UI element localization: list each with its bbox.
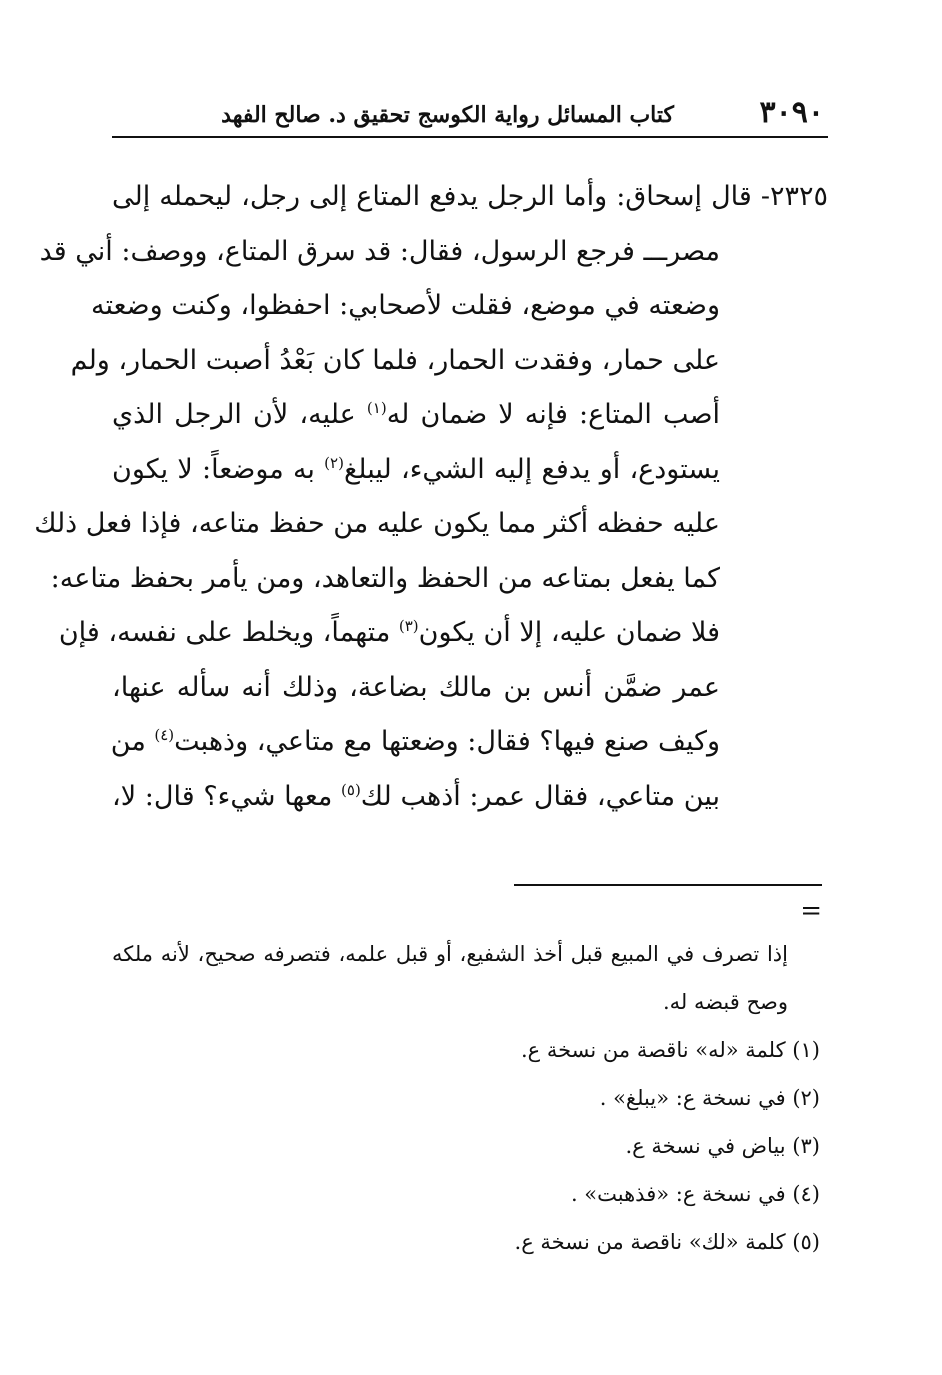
page-number: ٣٠٩٠ bbox=[759, 95, 824, 130]
entry-line-11 bbox=[112, 715, 828, 770]
entry-line-8: كما يفعل بمتاعه من الحفظ والتعاهد، ومن يأمر بحفظ متاعه: bbox=[50, 562, 720, 594]
entry-line-9-text: فلا ضمان عليه، إلا أن يكون bbox=[418, 617, 720, 648]
footnote-separator bbox=[514, 884, 822, 886]
entry-line-6 bbox=[112, 443, 828, 498]
running-title: كتاب المسائل رواية الكوسج تحقيق د. صالح الفهد bbox=[221, 102, 674, 128]
entry-line-11-tail: من bbox=[110, 726, 155, 757]
footnote-item-5: (٥) كلمة «لك» ناقصة من نسخة ع. bbox=[514, 1230, 820, 1254]
footnote-carry-line-1: إذا تصرف في المبيع قبل أخذ الشفيع، أو قبل علمه، فتصرفه صحيح، لأنه ملكه bbox=[112, 942, 788, 966]
entry-number: ٢٣٢٥- bbox=[760, 181, 828, 212]
footnote-carry-line-2: وصح قبضه له. bbox=[662, 990, 788, 1014]
entry-line-5-tail: عليه، لأن الرجل الذي bbox=[112, 399, 367, 430]
footnote-ref-5: (٥) bbox=[341, 780, 361, 799]
footnote-ref-2: (٢) bbox=[324, 453, 344, 472]
footnote-item-2: (٢) في نسخة ع: «يبلغ» . bbox=[599, 1086, 820, 1110]
footnote-item-3: (٣) بياض في نسخة ع. bbox=[625, 1134, 820, 1158]
entry-line-9 bbox=[58, 606, 828, 661]
entry-line-6-tail: به موضعاً: لا يكون bbox=[112, 453, 325, 485]
entry-line-5 bbox=[112, 388, 828, 443]
footnote-item-1: (١) كلمة «له» ناقصة من نسخة ع. bbox=[520, 1038, 820, 1062]
entry-line-1-text: قال إسحاق: وأما الرجل يدفع المتاع إلى رجل، ليحمله إلى bbox=[112, 181, 752, 212]
entry-line-4: على حمار، وفقدت الحمار، فلما كان بَعْدُ أصبت الحمار، ولم bbox=[70, 344, 720, 376]
footnote-item-4: (٤) في نسخة ع: «فذهبت» . bbox=[570, 1182, 820, 1206]
entry-body bbox=[34, 170, 828, 824]
footnote-ref-1: (١) bbox=[366, 399, 387, 417]
entry-line-7: عليه حفظه أكثر مما يكون عليه من حفظ متاعه، فإذا فعل ذلك bbox=[34, 508, 720, 539]
entry-line-2: مصرـــ فرجع الرسول، فقال: قد سرق المتاع، ووصف: أني قد bbox=[39, 235, 720, 267]
footnote-continuation-mark: = bbox=[800, 896, 822, 926]
entry-line-1 bbox=[112, 170, 828, 225]
page-header bbox=[112, 92, 828, 138]
entry-line-9-tail: متهماً، ويخلط على نفسه، فإن bbox=[58, 617, 399, 648]
footnote-ref-4: (٤) bbox=[154, 726, 175, 744]
footnotes bbox=[112, 930, 828, 1266]
entry-line-11-text: وكيف صنع فيها؟ فقال: وضعتها مع متاعي، وذهبت bbox=[174, 726, 720, 757]
entry-line-5-text: أصب المتاع: فإنه لا ضمان له bbox=[386, 399, 720, 430]
entry-line-3: وضعته في موضع، فقلت لأصحابي: احفظوا، وكنت وضعته bbox=[91, 290, 720, 321]
entry-line-12 bbox=[112, 770, 828, 825]
entry-line-6-text: يستودع، أو يدفع إليه الشيء، ليبلغ bbox=[343, 453, 720, 485]
entry-line-10: عمر ضمَّن أنس بن مالك بضاعة، وذلك أنه سأله عنها، bbox=[112, 671, 720, 703]
entry-line-12-text: بين متاعي، فقال عمر: أذهب لك bbox=[360, 780, 720, 812]
entry-line-12-tail: معها شيء؟ قال: لا، bbox=[112, 780, 342, 812]
footnote-ref-3: (٣) bbox=[398, 617, 419, 635]
